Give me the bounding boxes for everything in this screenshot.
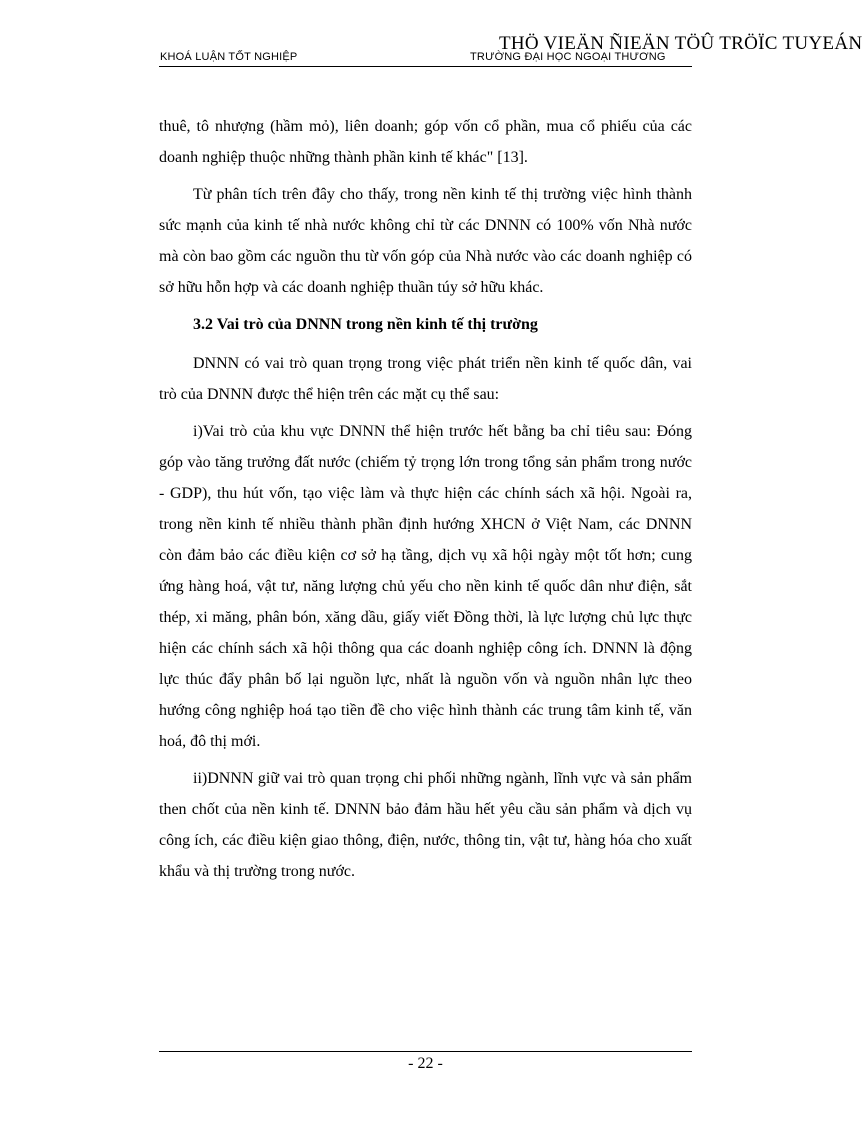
paragraph-3: DNNN có vai trò quan trọng trong việc phát triển nền kinh tế quốc dân, vai trò của DNNN được thể hiện trên các mặt cụ thể sau:	[159, 355, 692, 403]
header-left-title: KHOÁ LUẬN TỐT NGHIỆP	[160, 51, 298, 63]
page-number: - 22 -	[408, 1055, 443, 1072]
paragraph-4: i)Vai trò của khu vực DNNN thể hiện trước hết bằng ba chỉ tiêu sau: Đóng góp vào tăng trưởng đất nước (chiếm tỷ trọng lớn trong tổng sản phẩm trong nước - GDP), thu hút vốn, tạo việc làm và thực hiện các chính sách xã hội. Ngoài ra, trong nền kinh tế nhiều thành phần định hướng XHCN ở Việt Nam, các DNNN còn đảm bảo các điều kiện cơ sở hạ tầng, dịch vụ xã hội ngày một tốt hơn; cung ứng hàng hoá, vật tư, năng lượng chủ yếu cho nền kinh tế quốc dân như điện, sắt thép, xi măng, phân bón, xăng dầu, giấy viết Đồng thời, là lực lượng chủ lực thực hiện các chính sách xã hội thông qua các doanh nghiệp công ích. DNNN là động lực thúc đẩy phân bố lại nguồn lực, nhất là nguồn vốn và nguồn nhân lực theo hướng công nghiệp hoá tạo tiền đề cho việc hình thành các trung tâm kinh tế, văn hoá, đô thị mới.	[159, 423, 692, 750]
header-right-title: TRƯỜNG ĐẠI HỌC NGOẠI THƯƠNG	[470, 51, 666, 63]
paragraph-1: thuê, tô nhượng (hầm mỏ), liên doanh; góp vốn cổ phần, mua cổ phiếu của các doanh nghiệp thuộc những thành phần kinh tế khác" [13].	[159, 118, 692, 166]
header-divider	[159, 66, 692, 67]
document-body	[159, 111, 692, 893]
footer-divider	[159, 1051, 692, 1052]
paragraph-2: Từ phân tích trên đây cho thấy, trong nền kinh tế thị trường việc hình thành sức mạnh của kinh tế nhà nước không chỉ từ các DNNN có 100% vốn Nhà nước mà còn bao gồm các nguồn thu từ vốn góp của Nhà nước vào các doanh nghiệp có sở hữu hỗn hợp và các doanh nghiệp thuần túy sở hữu khác.	[159, 186, 692, 296]
section-heading: 3.2 Vai trò của DNNN trong nền kinh tế thị trường	[193, 316, 538, 333]
paragraph-5: ii)DNNN giữ vai trò quan trọng chi phối những ngành, lĩnh vực và sản phẩm then chốt của nền kinh tế. DNNN bảo đảm hầu hết yêu cầu sản phẩm và dịch vụ công ích, các điều kiện giao thông, điện, nước, thông tin, vật tư, hàng hóa cho xuất khẩu và thị trường trong nước.	[159, 770, 692, 880]
watermark-text: THÖ VIEÄN ÑIEÄN TÖÛ TRÖÏC TUYEÁN	[499, 33, 862, 54]
